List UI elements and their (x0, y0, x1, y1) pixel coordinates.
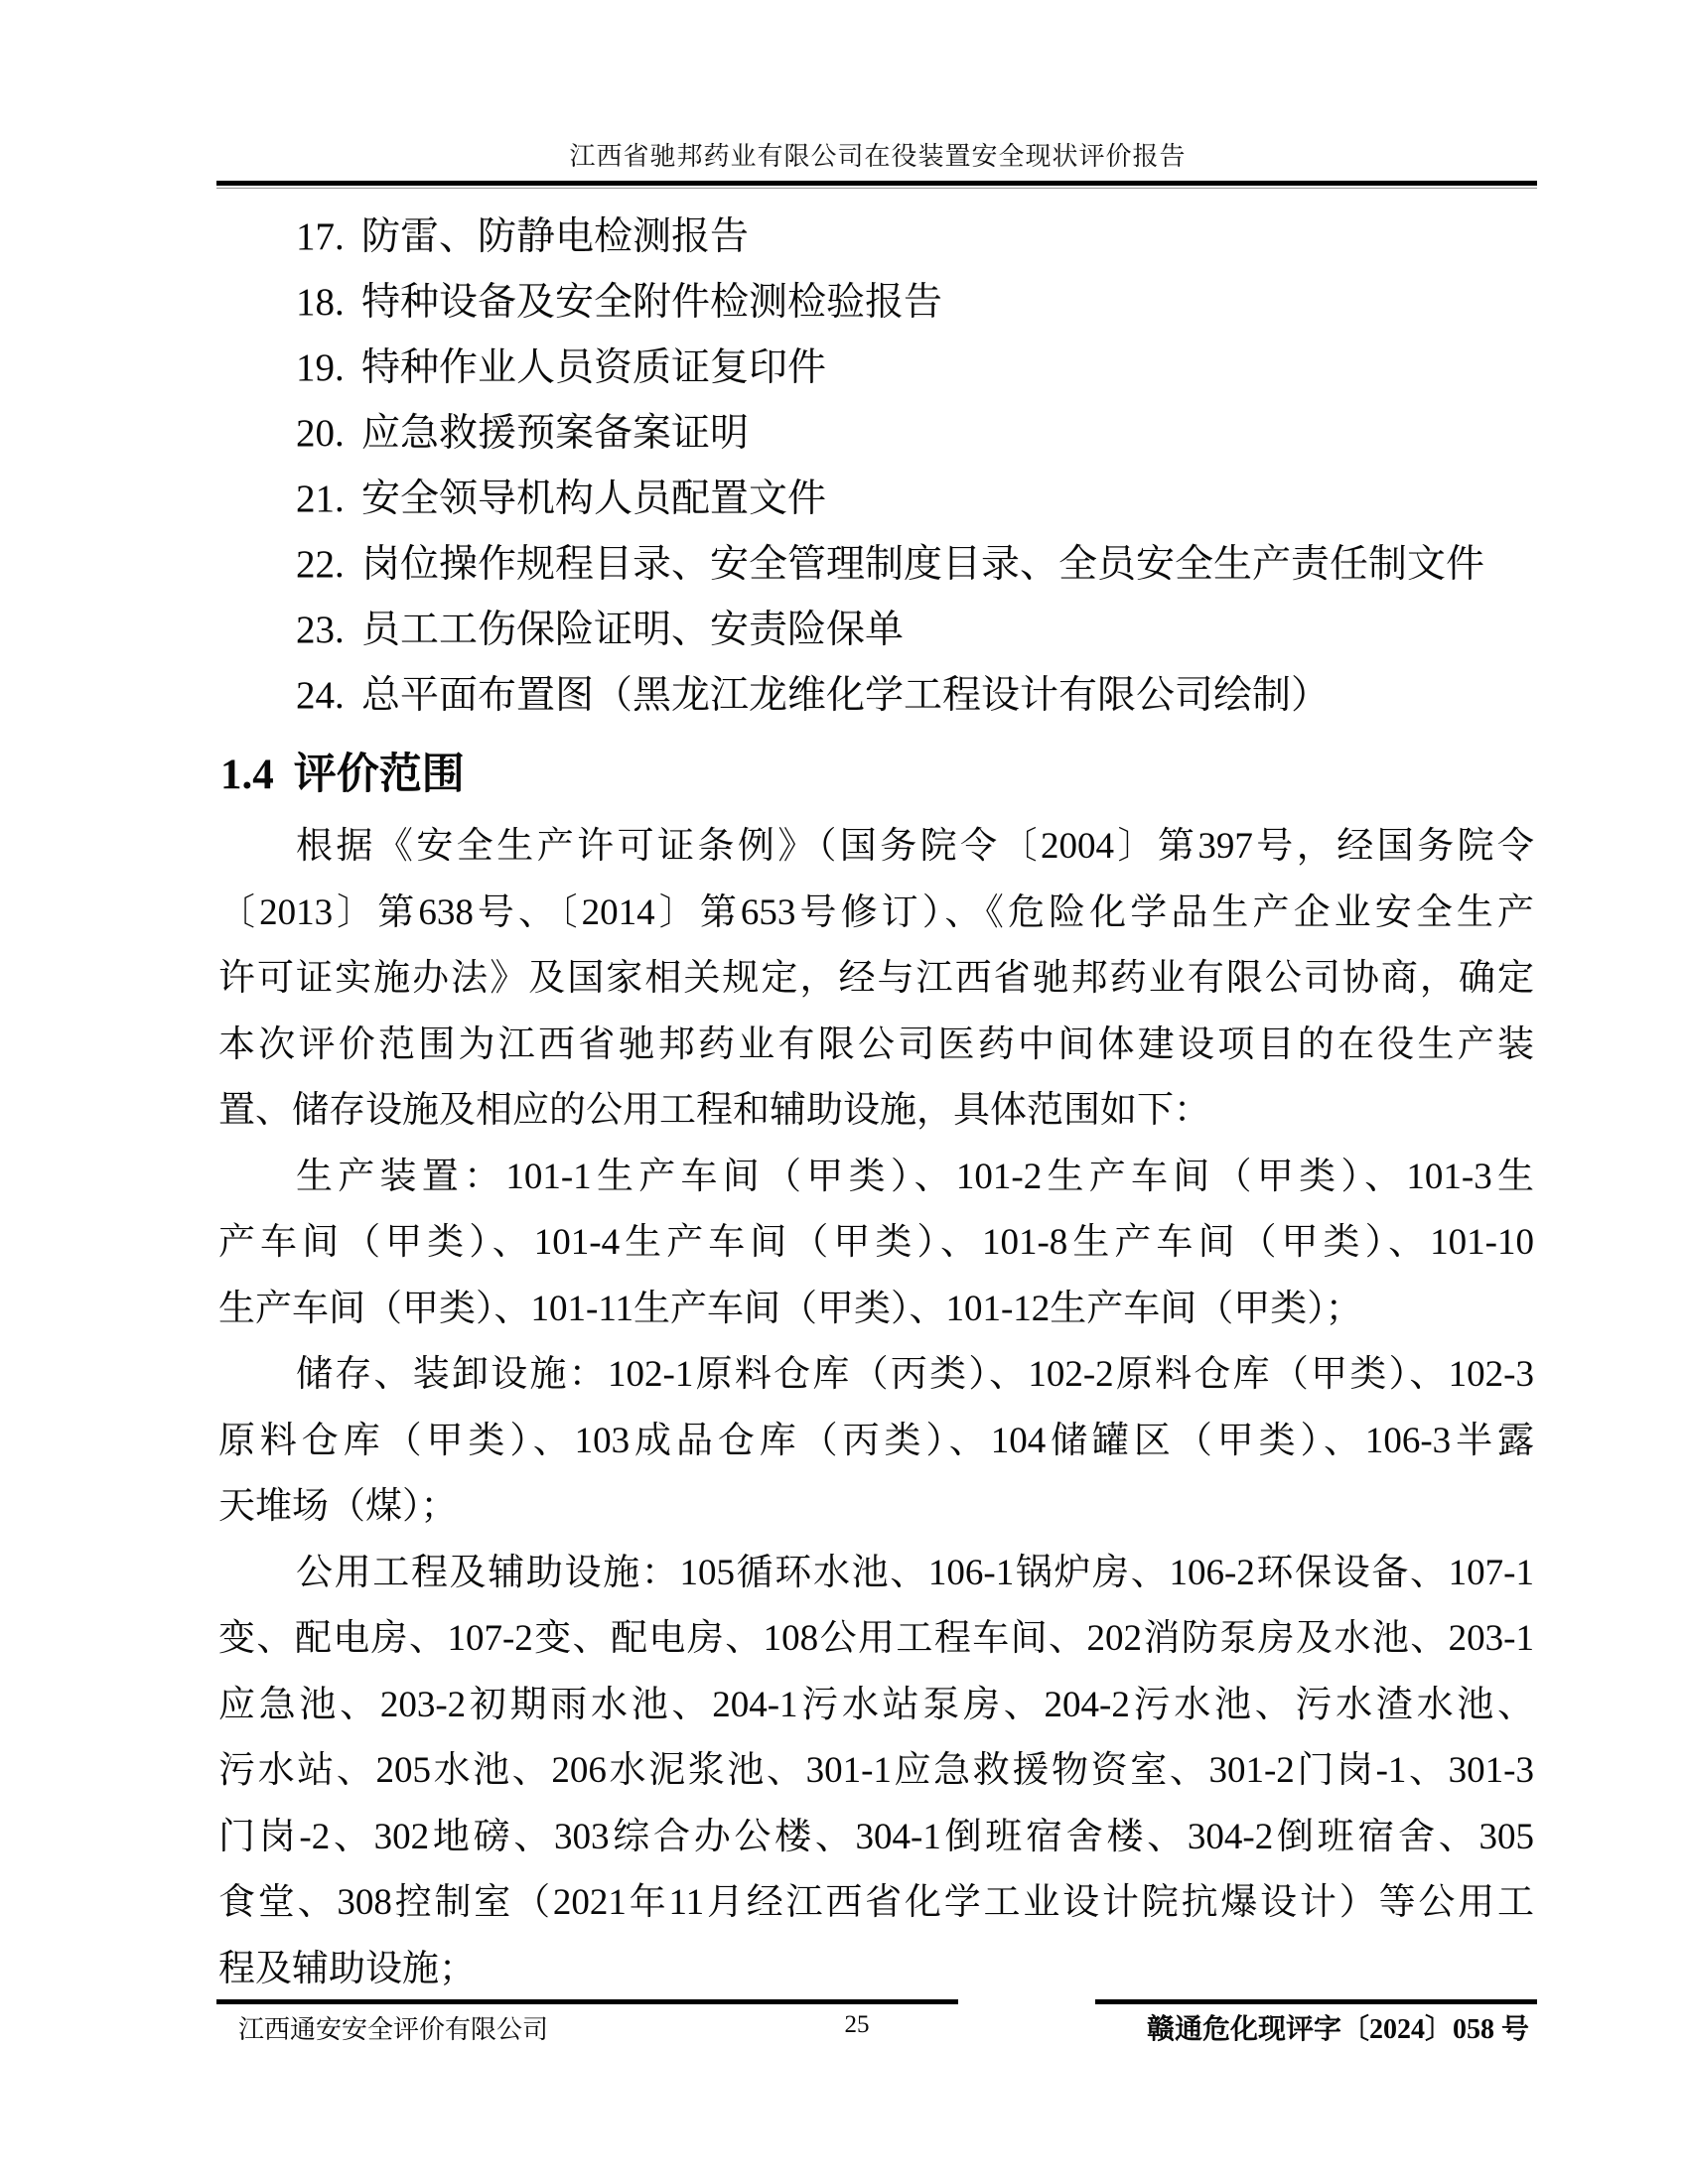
body-line: 许可证实施办法》及国家相关规定，经与江西省驰邦药业有限公司协商，确定 (218, 958, 1534, 999)
body-line: 天堆场（煤）； (218, 1486, 458, 1527)
body-line: 本次评价范围为江西省驰邦药业有限公司医药中间体建设项目的在役生产装 (218, 1024, 1534, 1065)
header-title: 江西省驰邦药业有限公司在役装置安全现状评价报告 (569, 142, 1187, 171)
body-line: 〔2013〕第638号、〔2014〕第653号修订）、《危险化学品生产企业安全生产 (218, 891, 1534, 933)
body-line: 公用工程及辅助设施：105循环水池、106-1锅炉房、106-2环保设备、107-1 (296, 1552, 1534, 1593)
page-number: 25 (844, 2011, 870, 2038)
list-item (218, 336, 1534, 401)
list-item-number: 17. (296, 215, 345, 258)
list-item-number: 21. (296, 478, 345, 520)
body-text (218, 814, 1534, 2002)
body-line: 根据《安全生产许可证条例》（国务院令〔2004〕第397号，经国务院令 (296, 826, 1534, 867)
list-item (218, 270, 1534, 336)
list-item-text: 防雷、防静电检测报告 (361, 215, 750, 258)
list-item-number: 24. (296, 674, 345, 717)
list-item-text: 岗位操作规程目录、安全管理制度目录、全员安全生产责任制文件 (361, 543, 1485, 586)
body-line: 原料仓库（甲类）、103成品仓库（丙类）、104储罐区（甲类）、106-3半露 (218, 1420, 1534, 1461)
attachment-list (218, 205, 1534, 729)
list-item-number: 20. (296, 412, 345, 455)
list-item (218, 467, 1534, 532)
page-footer (216, 2009, 1537, 2053)
list-item-text: 应急救援预案备案证明 (361, 412, 750, 455)
list-item-number: 18. (296, 281, 345, 324)
list-item-text: 员工工伤保险证明、安责险保单 (361, 609, 905, 651)
body-line: 变、配电房、107-2变、配电房、108公用工程车间、202消防泵房及水池、203-1 (218, 1618, 1534, 1659)
body-line: 生产装置：101-1生产车间（甲类）、101-2生产车间（甲类）、101-3生 (296, 1156, 1534, 1197)
list-item (218, 598, 1534, 663)
header-rule (216, 181, 1537, 189)
list-item-text: 特种作业人员资质证复印件 (361, 346, 827, 389)
body-line: 生产车间（甲类）、101-11生产车间（甲类）、101-12生产车间（甲类）； (218, 1288, 1362, 1329)
list-item (218, 401, 1534, 467)
list-item-number: 19. (296, 346, 345, 389)
body-line: 程及辅助设施； (218, 1948, 476, 1989)
body-line: 置、储存设施及相应的公用工程和辅助设施，具体范围如下： (218, 1090, 1210, 1131)
footer-rule-right (1095, 1999, 1537, 2004)
body-line: 产车间（甲类）、101-4生产车间（甲类）、101-8生产车间（甲类）、101-10 (218, 1222, 1534, 1263)
section-number: 1.4 (220, 751, 274, 798)
body-line: 食堂、308控制室（2021年11月经江西省化学工业设计院抗爆设计）等公用工 (218, 1882, 1534, 1923)
body-line: 门岗-2、302地磅、303综合办公楼、304-1倒班宿舍楼、304-2倒班宿舍、305 (218, 1816, 1534, 1857)
body-line: 应急池、203-2初期雨水池、204-1污水站泵房、204-2污水池、污水渣水池、 (218, 1684, 1534, 1725)
footer-company: 江西通安安全评价有限公司 (238, 2015, 549, 2044)
footer-doc-number: 赣通危化现评字〔2024〕058 号 (1146, 2014, 1529, 2045)
list-item-text: 特种设备及安全附件检测检验报告 (361, 281, 943, 324)
section-title: 评价范围 (293, 751, 465, 798)
list-item (218, 663, 1534, 729)
body-line: 储存、装卸设施：102-1原料仓库（丙类）、102-2原料仓库（甲类）、102-3 (296, 1354, 1534, 1395)
list-item-number: 22. (296, 543, 345, 586)
list-item-text: 总平面布置图（黑龙江龙维化学工程设计有限公司绘制） (361, 674, 1331, 717)
list-item (218, 205, 1534, 270)
list-item-text: 安全领导机构人员配置文件 (361, 478, 827, 520)
list-item (218, 532, 1534, 598)
list-item-number: 23. (296, 609, 345, 651)
body-line: 污水站、205水池、206水泥浆池、301-1应急救援物资室、301-2门岗-1、301-3 (218, 1750, 1534, 1791)
section-heading (220, 750, 465, 801)
footer-rule-left (216, 1999, 958, 2004)
